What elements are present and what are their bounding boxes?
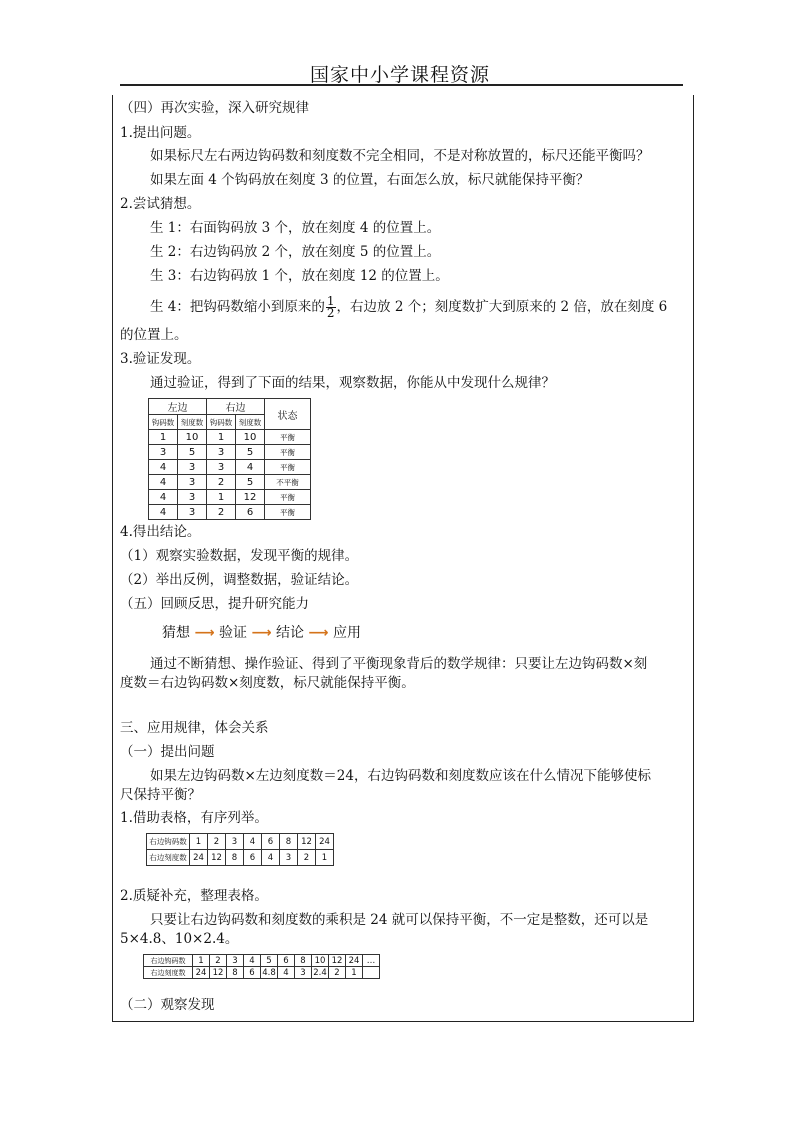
group-left-header: 左边	[149, 399, 207, 415]
table-cell: 2.4	[313, 967, 327, 978]
table-cell: 4.8	[262, 967, 276, 978]
flow-step: 应用	[332, 625, 361, 641]
table-cell: 1	[207, 490, 236, 505]
table-cell: 4	[262, 850, 280, 866]
column-header: 刻度数	[178, 415, 207, 430]
table-cell: 8	[295, 955, 312, 967]
table-row	[144, 955, 380, 967]
table-cell: 平衡	[265, 430, 311, 445]
guess-4	[150, 296, 667, 319]
question-1-title: 1.提出问题。	[120, 125, 201, 141]
table-cell: 3	[207, 460, 236, 475]
table-cell: 10	[312, 955, 329, 967]
table-cell: 24	[193, 967, 210, 979]
table-cell: 3	[178, 505, 207, 520]
table-cell: 2	[210, 955, 227, 967]
table-cell: 6	[262, 834, 280, 850]
table-cell: 3	[178, 475, 207, 490]
table-cell: 2	[207, 505, 236, 520]
table-cell: 24	[316, 834, 334, 850]
table-cell: 3	[295, 967, 312, 979]
table-cell: 2	[208, 834, 226, 850]
complete-table	[143, 954, 380, 979]
table-row	[147, 850, 334, 866]
table-cell: 3	[280, 850, 298, 866]
row-header: 右边刻度数	[144, 967, 193, 979]
column-header: 钩码数	[207, 415, 236, 430]
table-cell: 3	[207, 445, 236, 460]
table-cell: 4	[149, 475, 178, 490]
table-cell: 12	[236, 490, 265, 505]
table-cell: 10	[178, 430, 207, 445]
row-header: 右边刻度数	[147, 850, 190, 866]
table-cell: 4	[149, 460, 178, 475]
table-cell: 4	[244, 834, 262, 850]
table-row	[149, 460, 311, 475]
enumeration-table	[146, 833, 334, 866]
question-1-para-2: 如果左面 4 个钩码放在刻度 3 的位置，右面怎么放，标尺就能保持平衡？	[150, 172, 590, 188]
flow-step: 验证	[218, 625, 247, 641]
table-cell: 1	[346, 967, 363, 979]
table-cell: 12	[298, 834, 316, 850]
table-cell: 3	[227, 955, 244, 967]
guess-3: 生 3：右边钩码放 1 个，放在刻度 12 的位置上。	[150, 268, 449, 284]
table-cell: 4	[149, 490, 178, 505]
section-3-1-title: （一）提出问题	[120, 744, 215, 760]
section-3-b-para-1: 只要让右边钩码数和刻度数的乘积是 24 就可以保持平衡，不一定是整数，还可以是	[150, 912, 649, 928]
table-cell: 1	[193, 955, 210, 967]
table-cell: 5	[261, 955, 278, 967]
section-5-title: （五）回顾反思，提升研究能力	[120, 596, 309, 612]
fraction-numerator: 1	[326, 294, 335, 308]
table-cell: 6	[244, 967, 261, 979]
table-cell: 12	[210, 967, 227, 979]
table-row	[149, 430, 311, 445]
question-1-para-1: 如果标尺左右两边钩码数和刻度数不完全相同，不是对称放置的，标尺还能平衡吗？	[150, 148, 650, 164]
table-cell: 1	[190, 834, 208, 850]
table-cell: 2	[298, 850, 316, 866]
header-rule	[120, 84, 683, 86]
flow-step: 结论	[275, 625, 304, 641]
table-cell: 3	[226, 834, 244, 850]
table-cell: 6	[244, 850, 262, 866]
table-cell: 平衡	[265, 460, 311, 475]
table-cell: 8	[227, 967, 244, 979]
section-3-1-para-1: 如果左边钩码数×左边刻度数＝24，右边钩码数和刻度数应该在什么情况下能够使标	[150, 768, 651, 784]
section-3-2-title: （二）观察发现	[120, 997, 215, 1013]
question-2-title: 2.尝试猜想。	[120, 196, 201, 212]
experiment-table	[148, 398, 311, 520]
table-cell: 5	[236, 475, 265, 490]
question-3-para-1: 通过验证，得到了下面的结果，观察数据，你能从中发现什么规律？	[150, 375, 555, 391]
section-5-para-2: 度数＝右边钩码数×刻度数，标尺就能保持平衡。	[120, 675, 415, 691]
section-3-b-para-2: 5×4.8、10×2.4。	[120, 931, 239, 947]
table-cell: …	[363, 955, 380, 967]
section-3-1-para-2: 尺保持平衡？	[120, 787, 201, 803]
section-3-b-title: 2.质疑补充，整理表格。	[120, 888, 268, 904]
row-header: 右边钩码数	[147, 834, 190, 850]
table-cell: 8	[280, 834, 298, 850]
table-cell: 平衡	[265, 490, 311, 505]
section-three-title: 三、应用规律，体会关系	[120, 720, 269, 736]
fraction-denominator: 2	[326, 306, 335, 320]
guess-4-part-c: 的位置上。	[120, 327, 188, 343]
table-cell: 1	[316, 850, 334, 866]
table-row	[144, 967, 380, 979]
flow-arrow-icon: ⟶	[308, 625, 329, 641]
table-cell: 3	[178, 490, 207, 505]
state-header: 状态	[265, 399, 311, 430]
flow-arrow-icon: ⟶	[194, 625, 215, 641]
table-cell: 6	[278, 955, 295, 967]
table-row	[149, 399, 311, 415]
question-4-title: 4.得出结论。	[120, 524, 201, 540]
table-cell: 24	[346, 955, 363, 967]
table-row	[149, 445, 311, 460]
table-cell: 5	[178, 445, 207, 460]
flow-arrow-icon: ⟶	[251, 625, 272, 641]
page-header-title: 国家中小学课程资源	[309, 64, 490, 86]
table-cell: 4	[278, 967, 295, 979]
table-cell: 2	[329, 967, 346, 979]
table-cell: 5	[236, 445, 265, 460]
table-row	[149, 505, 311, 520]
guess-4-part-a: 生 4：把钩码数缩小到原来的	[150, 299, 325, 315]
table-cell: 8	[226, 850, 244, 866]
table-cell: 平衡	[265, 445, 311, 460]
guess-4-part-b: ，右边放 2 个；刻度数扩大到原来的 2 倍，放在刻度 6	[336, 299, 668, 315]
table-cell: 3	[149, 445, 178, 460]
table-row	[147, 834, 334, 850]
table-cell: 10	[236, 430, 265, 445]
section-4-title: （四）再次实验，深入研究规律	[120, 100, 309, 116]
table-cell: 1	[149, 430, 178, 445]
guess-2: 生 2：右边钩码放 2 个，放在刻度 5 的位置上。	[150, 244, 441, 260]
table-row	[149, 475, 311, 490]
table-cell: 4	[244, 955, 261, 967]
flow-diagram	[162, 624, 361, 642]
column-header: 钩码数	[149, 415, 178, 430]
table-cell: 1	[207, 430, 236, 445]
table-cell: 6	[236, 505, 265, 520]
table-cell: 24	[190, 850, 208, 866]
table-cell: 不平衡	[265, 475, 311, 490]
table-cell: 4	[149, 505, 178, 520]
fraction-one-half	[326, 296, 336, 319]
column-header: 刻度数	[236, 415, 265, 430]
row-header: 右边钩码数	[144, 955, 193, 967]
group-right-header: 右边	[207, 399, 265, 415]
table-cell: 4	[236, 460, 265, 475]
flow-step: 猜想	[162, 625, 190, 641]
table-cell: 12	[208, 850, 226, 866]
section-3-a-title: 1.借助表格，有序列举。	[120, 810, 268, 826]
table-cell: 12	[329, 955, 346, 967]
conclusion-1: （1）观察实验数据，发现平衡的规律。	[120, 548, 359, 564]
table-cell: 2	[207, 475, 236, 490]
table-cell: 3	[178, 460, 207, 475]
section-5-para-1: 通过不断猜想、操作验证、得到了平衡现象背后的数学规律：只要让左边钩码数×刻	[150, 656, 648, 672]
table-cell: 平衡	[265, 505, 311, 520]
conclusion-2: （2）举出反例，调整数据，验证结论。	[120, 572, 359, 588]
table-cell	[363, 967, 380, 979]
question-3-title: 3.验证发现。	[120, 351, 201, 367]
table-row	[149, 490, 311, 505]
guess-1: 生 1：右面钩码放 3 个，放在刻度 4 的位置上。	[150, 220, 441, 236]
